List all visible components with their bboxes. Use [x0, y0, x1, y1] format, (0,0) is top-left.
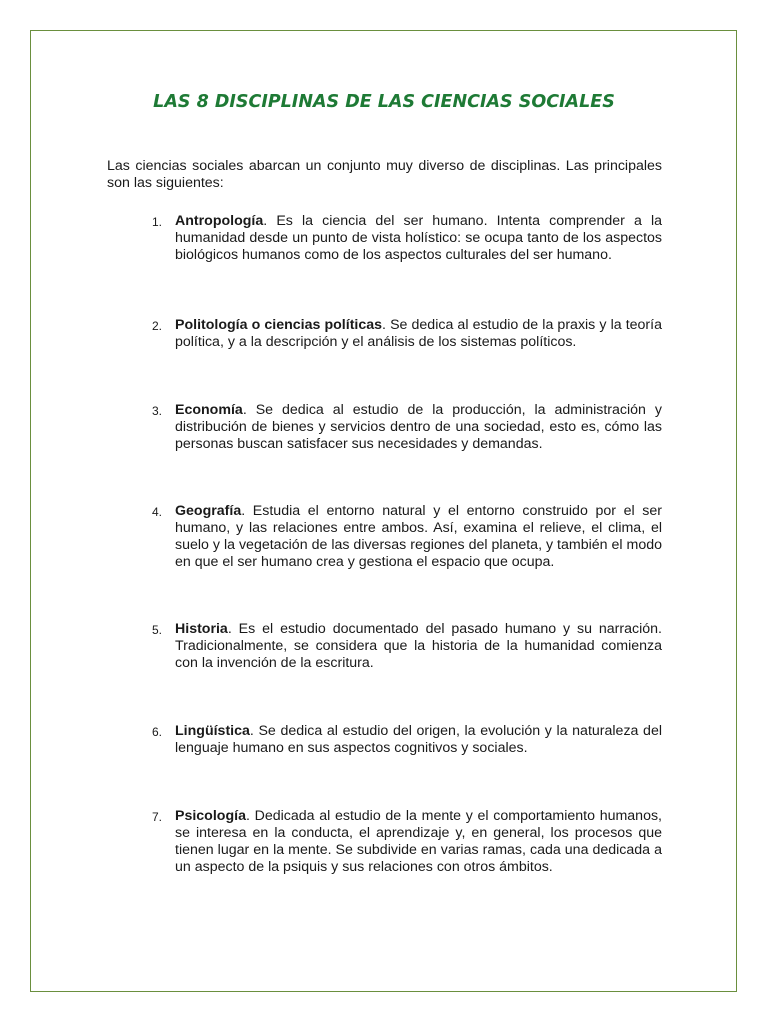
item-description: . Se dedica al estudio de la praxis y la teoría política, y a la descripción y el análisis de los sistemas políticos.	[175, 317, 662, 350]
item-number: 4.	[152, 505, 163, 519]
item-number: 5.	[152, 623, 163, 637]
item-term: Lingüística	[175, 723, 250, 739]
intro-paragraph: Las ciencias sociales abarcan un conjunto muy diverso de disciplinas. Las principales son las siguientes:	[107, 158, 662, 191]
item-description: . Es la ciencia del ser humano. Intenta comprender a la humanidad desde un punto de vista holístico: se ocupa tanto de los aspectos biológicos humanos como de los aspectos culturales del ser humano.	[175, 213, 662, 263]
item-description: . Es el estudio documentado del pasado humano y su narración. Tradicionalmente, se considera que la historia de la humanidad comienza con la invención de la escritura.	[175, 621, 662, 671]
document-title: LAS 8 DISCIPLINAS DE LAS CIENCIAS SOCIALES	[153, 92, 615, 112]
item-number: 6.	[152, 725, 163, 739]
item-description: . Se dedica al estudio del origen, la evolución y la naturaleza del lenguaje humano en sus aspectos cognitivos y sociales.	[175, 723, 662, 756]
item-term: Psicología	[175, 808, 246, 824]
item-description: . Se dedica al estudio de la producción, la administración y distribución de bienes y servicios dentro de una sociedad, esto es, cómo las personas buscan satisfacer sus necesidades y demandas.	[175, 402, 662, 452]
item-number: 1.	[152, 215, 163, 229]
item-description: . Dedicada al estudio de la mente y el comportamiento humanos, se interesa en la conducta, el aprendizaje y, en general, los procesos que tienen lugar en la mente. Se subdivide en varias ramas, cada una dedicada a un aspecto de la psiquis y sus relaciones con otros ámbitos.	[175, 808, 662, 875]
item-text	[175, 317, 662, 351]
item-number: 7.	[152, 810, 163, 824]
item-text	[175, 723, 662, 757]
item-text	[175, 402, 662, 453]
item-term: Historia	[175, 621, 228, 637]
item-term: Geografía	[175, 503, 242, 519]
item-text	[175, 213, 662, 264]
item-text	[175, 808, 662, 876]
item-term: Antropología	[175, 213, 264, 229]
item-term: Economía	[175, 402, 243, 418]
item-number: 3.	[152, 404, 163, 418]
item-term: Politología o ciencias políticas	[175, 317, 383, 333]
item-text	[175, 503, 662, 571]
item-description: . Estudia el entorno natural y el entorno construido por el ser humano, y las relaciones entre ambos. Así, examina el relieve, el clima, el suelo y la vegetación de las diversas regiones del planeta, y también el modo en que el ser humano crea y gestiona el espacio que ocupa.	[175, 503, 662, 570]
item-text	[175, 621, 662, 672]
item-number: 2.	[152, 319, 163, 333]
